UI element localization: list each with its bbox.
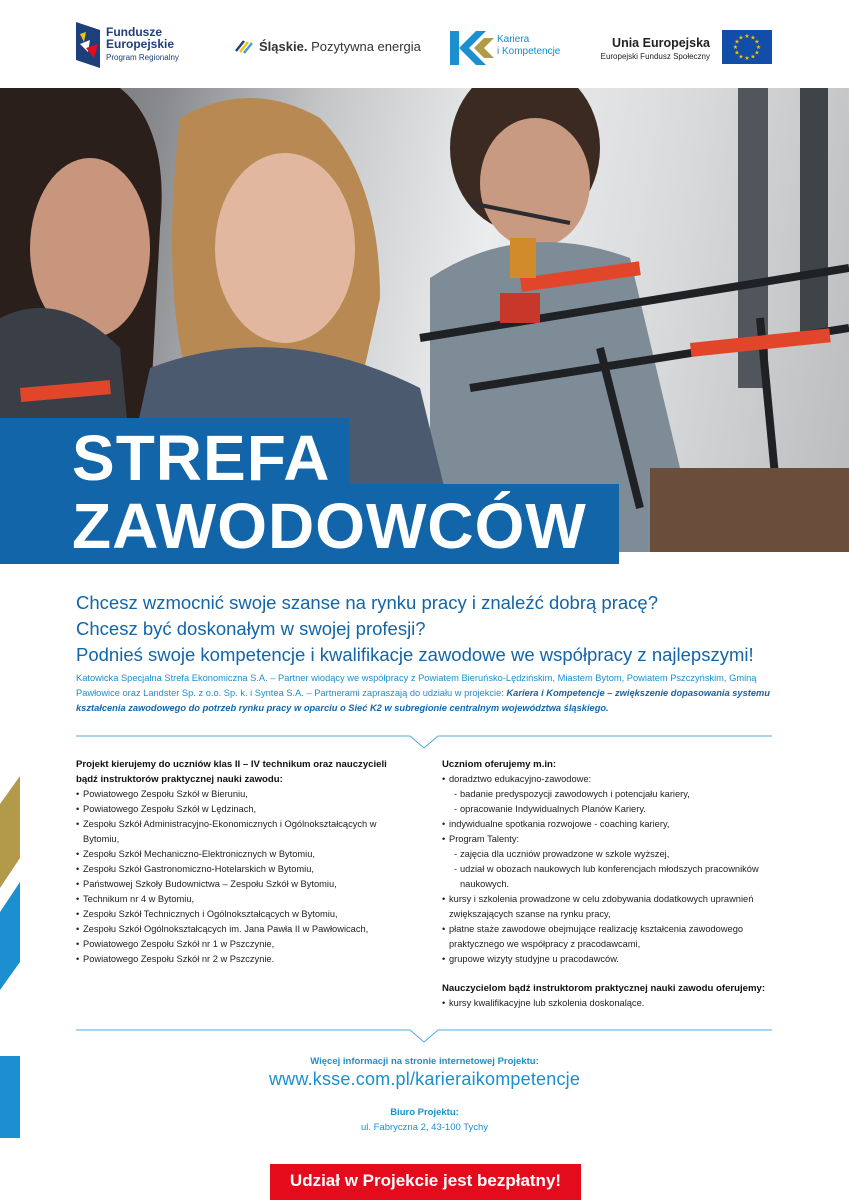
list-item: • płatne staże zawodowe obejmujące realizację kształcenia zawodowego praktycznego we współpracy z pracodawcami, bbox=[442, 922, 782, 952]
sub-list-item: - badanie predyspozycji zawodowych i potencjału kariery, bbox=[442, 787, 782, 802]
svg-text:★: ★ bbox=[750, 53, 756, 61]
students-offer-list bbox=[442, 772, 782, 967]
sub-list-item: - opracowanie Indywidualnych Planów Kariery. bbox=[442, 802, 782, 817]
list-item: • Powiatowego Zespołu Szkół nr 2 w Pszczynie. bbox=[76, 952, 406, 967]
list-item: • Zespołu Szkół Gastronomiczno-Hotelarskich w Bytomiu, bbox=[76, 862, 406, 877]
intro-paragraph bbox=[76, 671, 776, 716]
svg-text:★: ★ bbox=[744, 55, 750, 62]
target-audience-column bbox=[76, 757, 406, 967]
slaskie-logo bbox=[235, 36, 421, 56]
teachers-offer-heading: Nauczycielom bądź instruktorom praktycznej nauki zawodu oferujemy: bbox=[442, 983, 766, 994]
list-item: • Zespołu Szkół Mechaniczno-Elektronicznych w Bytomiu, bbox=[76, 847, 406, 862]
list-item: • Zespołu Szkół Technicznych i Ogólnokształcących w Bytomiu, bbox=[76, 907, 406, 922]
project-website-link[interactable]: www.ksse.com.pl/karieraikompetencje bbox=[268, 1069, 581, 1089]
logo-bar bbox=[0, 0, 849, 88]
questions bbox=[76, 590, 796, 668]
question-3: Podnieś swoje kompetencje i kwalifikacje zawodowe we współpracy z najlepszymi! bbox=[76, 644, 754, 665]
fe-line3: Program Regionalny bbox=[106, 53, 179, 62]
title-line1: STREFA bbox=[72, 422, 331, 494]
list-item: • Program Talenty: bbox=[442, 832, 782, 847]
ue-line2: Europejski Fundusz Społeczny bbox=[600, 52, 710, 61]
list-item: • kursy i szkolenia prowadzone w celu zdobywania dodatkowych uprawnień zwiększających szanse na rynku pracy, bbox=[442, 892, 782, 922]
svg-text:★: ★ bbox=[754, 49, 760, 57]
page-title bbox=[72, 424, 587, 560]
svg-text:★: ★ bbox=[732, 44, 739, 51]
divider-bottom bbox=[76, 1029, 772, 1043]
slaskie-brand: Śląskie. bbox=[259, 39, 308, 54]
eu-flag-icon bbox=[722, 30, 772, 64]
list-item: • indywidualne spotkania rozwojowe - coaching kariery, bbox=[442, 817, 782, 832]
students-offer-heading: Uczniom oferujemy m.in: bbox=[442, 759, 557, 770]
list-item: • doradztwo edukacyjno-zawodowe: bbox=[442, 772, 782, 787]
question-2: Chcesz być doskonałym w swojej profesji? bbox=[76, 618, 426, 639]
unia-europejska-logo bbox=[602, 30, 772, 66]
list-item: • Powiatowego Zespołu Szkół w Bieruniu, bbox=[76, 787, 406, 802]
list-item: • Państwowej Szkoły Budownictwa – Zespołu Szkół w Bytomiu, bbox=[76, 877, 406, 892]
title-line2: ZAWODOWCÓW bbox=[72, 490, 587, 562]
fe-line1: Fundusze bbox=[106, 25, 162, 39]
office-address: ul. Fabryczna 2, 43-100 Tychy bbox=[360, 1122, 489, 1133]
list-item: • kursy kwalifikacyjne lub szkolenia doskonalące. bbox=[442, 996, 782, 1011]
svg-text:★: ★ bbox=[734, 49, 740, 57]
gold-accent-shape bbox=[0, 776, 20, 888]
blue-accent-shape bbox=[0, 882, 20, 990]
kk-line2: i Kompetencje bbox=[497, 46, 561, 57]
question-1: Chcesz wzmocnić swoje szanse na rynku pracy i znaleźć dobrą pracę? bbox=[76, 592, 658, 613]
kariera-kompetencje-logo bbox=[450, 29, 580, 67]
svg-text:★: ★ bbox=[755, 44, 762, 51]
svg-text:★: ★ bbox=[754, 38, 760, 46]
teachers-offer-list bbox=[442, 996, 782, 1011]
list-item: • grupowe wizyty studyjne u pracodawców. bbox=[442, 952, 782, 967]
sub-list-item: - udział w obozach naukowych lub konferencjach młodszych pracowników naukowych. bbox=[442, 862, 782, 892]
kk-logo-mark-icon bbox=[450, 29, 494, 67]
divider-top bbox=[76, 735, 772, 749]
list-item: • Powiatowego Zespołu Szkół w Lędzinach, bbox=[76, 802, 406, 817]
sub-list-item: - zajęcia dla uczniów prowadzone w szkole wyższej, bbox=[442, 847, 782, 862]
svg-text:★: ★ bbox=[738, 53, 744, 61]
project-name: Kariera i Kompetencje – zwiększenie dopasowania systemu kształcenia zawodowego do potrzeb rynku pracy w oparciu o Sieć K2 w subregionie centralnym województwa śląskiego. bbox=[76, 688, 770, 713]
intro-text: Katowicka Specjalna Strefa Ekonomiczna S.A. – Partner wiodący we współpracy z Powiatem Bieruńsko-Lędzińskim, Miastem Bytom, Powiatem Pszczyńskim, Gminą Pawłowice oraz Landster Sp. z o.o. Sp. k. i Syntea S.A. – Partnerami zapraszają do udziału w projekcie: bbox=[76, 673, 757, 698]
svg-text:★: ★ bbox=[734, 38, 740, 46]
schools-list bbox=[76, 787, 406, 967]
slaskie-stripes-icon bbox=[235, 38, 255, 54]
list-item: • Technikum nr 4 w Bytomiu, bbox=[76, 892, 406, 907]
list-item: • Zespołu Szkół Administracyjno-Ekonomicznych i Ogólnokształcących w Bytomiu, bbox=[76, 817, 406, 847]
target-heading: Projekt kierujemy do uczniów klas II – IV technikum oraz nauczycieli bądź instruktorów praktycznej nauki zawodu: bbox=[76, 759, 387, 785]
svg-text:★: ★ bbox=[750, 34, 756, 42]
office-label: Biuro Projektu: bbox=[390, 1107, 459, 1118]
list-item: • Powiatowego Zespołu Szkół nr 1 w Pszczynie, bbox=[76, 937, 406, 952]
fundusze-europejskie-logo bbox=[76, 22, 206, 68]
slaskie-tagline: Pozytywna energia bbox=[311, 39, 421, 54]
fundusze-europejskie-emblem-icon bbox=[76, 22, 102, 68]
kk-line1: Kariera bbox=[497, 34, 530, 45]
list-item: • Zespołu Szkół Ogólnokształcących im. Jana Pawła II w Pawłowicach, bbox=[76, 922, 406, 937]
svg-text:★: ★ bbox=[738, 34, 744, 42]
fe-line2: Europejskie bbox=[106, 37, 175, 51]
more-info-label: Więcej informacji na stronie internetowej Projektu: bbox=[310, 1056, 539, 1067]
svg-text:★: ★ bbox=[744, 33, 750, 40]
offer-column bbox=[442, 757, 782, 1011]
ue-line1: Unia Europejska bbox=[612, 36, 710, 50]
free-participation-banner: Udział w Projekcie jest bezpłatny! bbox=[270, 1164, 581, 1200]
